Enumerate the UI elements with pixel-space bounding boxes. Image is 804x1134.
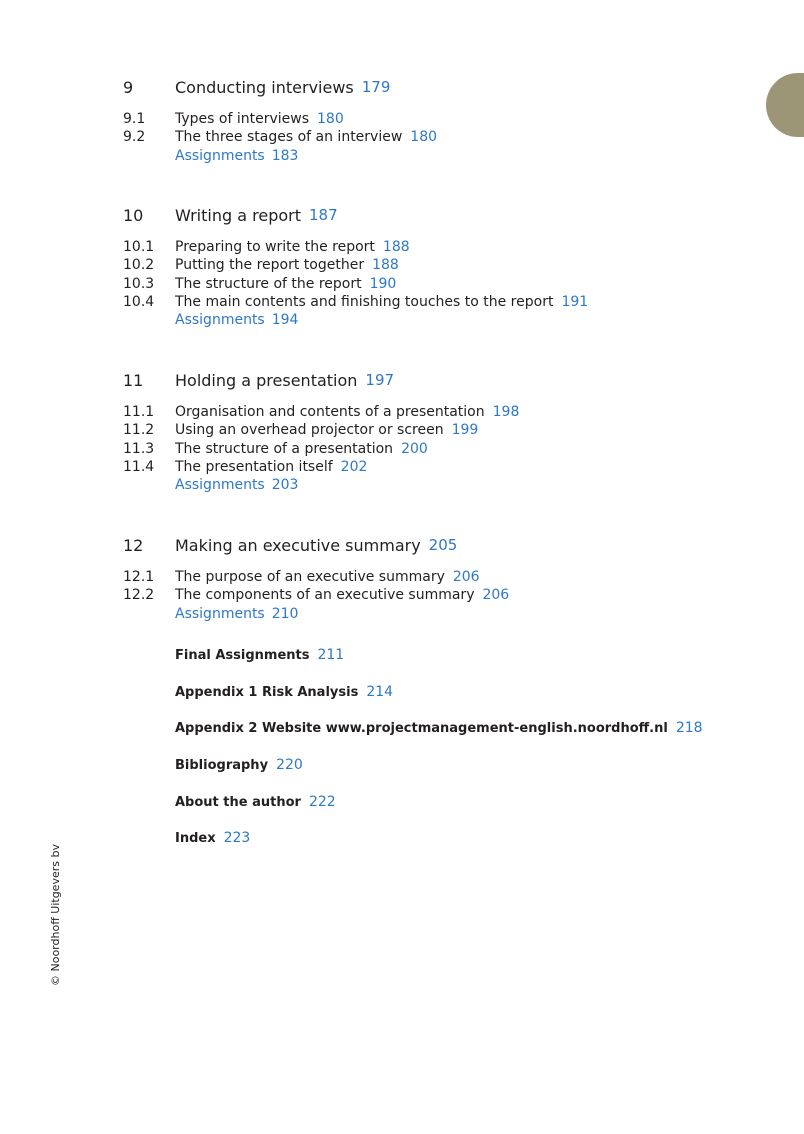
section-page-number: 180 (317, 111, 344, 128)
assignments-label: Assignments (175, 477, 265, 494)
entry-page-number: 223 (223, 830, 251, 846)
section-title: The components of an executive summary (175, 587, 475, 604)
entry-page-number: 218 (675, 720, 703, 736)
chapter-number: 9 (123, 77, 134, 97)
about-author-entry[interactable] (175, 792, 336, 812)
chapter-title: Writing a report (175, 205, 301, 225)
section-entry[interactable] (123, 293, 783, 311)
section-entry[interactable] (123, 458, 783, 476)
assignments-entry[interactable] (123, 147, 783, 165)
chapter-number: 11 (123, 370, 144, 390)
copyright-notice: © Noordhoff Uitgevers bv (49, 844, 62, 986)
section-title: Putting the report together (175, 257, 365, 274)
section-page-number: 200 (401, 440, 428, 457)
section-page-number: 188 (382, 239, 410, 256)
section-page-number: 190 (369, 275, 397, 292)
section-title: Organisation and contents of a presentation (175, 404, 485, 421)
chapter-heading[interactable] (123, 74, 783, 100)
section-page-number: 188 (372, 257, 399, 274)
section-number: 9.2 (123, 129, 146, 146)
section-page-number: 199 (451, 422, 479, 439)
section-page-number: 206 (482, 587, 510, 604)
section-number: 10.3 (123, 275, 155, 292)
chapter-entry (123, 202, 783, 329)
assignments-label: Assignments (175, 605, 265, 622)
section-entry[interactable] (123, 421, 783, 439)
chapter-page-number: 179 (361, 78, 391, 96)
section-entry[interactable] (123, 238, 783, 256)
section-title: Using an overhead projector or screen (175, 422, 444, 439)
assignments-label: Assignments (175, 147, 265, 164)
section-number: 11.1 (123, 404, 155, 421)
entry-page-number: 211 (317, 647, 345, 663)
section-list (123, 238, 783, 329)
assignments-page-number: 183 (271, 147, 299, 164)
section-page-number: 206 (452, 569, 480, 586)
entry-title: Appendix 2 Website www.projectmanagement-english.noordhoff.nl (175, 720, 668, 736)
section-number: 11.2 (123, 422, 155, 439)
section-entry[interactable] (123, 128, 783, 146)
section-number: 9.1 (123, 111, 146, 128)
chapter-heading[interactable] (123, 532, 783, 558)
entry-page-number: 222 (308, 794, 336, 810)
chapter-number: 12 (123, 535, 144, 555)
entry-page-number: 214 (366, 684, 394, 700)
chapter-title: Making an executive summary (175, 535, 421, 555)
section-entry[interactable] (123, 403, 783, 421)
chapter-page-number: 205 (428, 536, 458, 554)
chapter-title: Conducting interviews (175, 77, 354, 97)
section-number: 10.4 (123, 294, 155, 311)
appendix-1-entry[interactable] (175, 682, 393, 702)
entry-title: Bibliography (175, 757, 269, 773)
appendix-2-entry[interactable] (175, 718, 703, 738)
index-entry[interactable] (175, 828, 250, 848)
chapter-entry (123, 532, 783, 623)
section-entry[interactable] (123, 586, 783, 604)
chapter-page-number: 197 (365, 371, 395, 389)
section-number: 12.2 (123, 587, 155, 604)
section-title: The structure of the report (175, 275, 362, 292)
section-page-number: 191 (561, 294, 589, 311)
section-list (123, 403, 783, 494)
entry-title: About the author (175, 794, 301, 810)
section-title: The three stages of an interview (175, 129, 403, 146)
assignments-page-number: 203 (271, 477, 299, 494)
final-assignments-entry[interactable] (175, 645, 344, 665)
section-entry[interactable] (123, 568, 783, 586)
section-title: Types of interviews (175, 111, 309, 128)
section-page-number: 202 (340, 459, 368, 476)
section-number: 11.4 (123, 459, 155, 476)
section-number: 11.3 (123, 440, 155, 457)
section-list (123, 110, 783, 165)
chapter-entry (123, 74, 783, 165)
section-title: Preparing to write the report (175, 239, 375, 256)
section-entry[interactable] (123, 256, 783, 274)
entry-title: Index (175, 830, 216, 846)
section-title: The purpose of an executive summary (175, 569, 445, 586)
assignments-entry[interactable] (123, 605, 783, 623)
assignments-page-number: 194 (271, 312, 299, 329)
section-page-number: 198 (492, 404, 520, 421)
section-title: The main contents and finishing touches to the report (175, 294, 554, 311)
chapter-page-number: 187 (308, 206, 338, 224)
chapter-heading[interactable] (123, 367, 783, 393)
section-entry[interactable] (123, 440, 783, 458)
entry-page-number: 220 (276, 757, 303, 773)
chapter-number: 10 (123, 205, 144, 225)
section-title: The structure of a presentation (175, 440, 394, 457)
entry-title: Appendix 1 Risk Analysis (175, 684, 359, 700)
chapter-title: Holding a presentation (175, 370, 358, 390)
assignments-label: Assignments (175, 312, 265, 329)
section-entry[interactable] (123, 275, 783, 293)
assignments-page-number: 210 (271, 605, 299, 622)
assignments-entry[interactable] (123, 311, 783, 329)
section-title: The presentation itself (175, 459, 333, 476)
entry-title: Final Assignments (175, 647, 310, 663)
section-number: 10.2 (123, 257, 155, 274)
chapter-entry (123, 367, 783, 494)
assignments-entry[interactable] (123, 476, 783, 494)
chapter-heading[interactable] (123, 202, 783, 228)
section-number: 10.1 (123, 239, 155, 256)
section-page-number: 180 (410, 129, 438, 146)
section-entry[interactable] (123, 110, 783, 128)
bibliography-entry[interactable] (175, 755, 303, 775)
section-number: 12.1 (123, 569, 155, 586)
section-list (123, 568, 783, 623)
